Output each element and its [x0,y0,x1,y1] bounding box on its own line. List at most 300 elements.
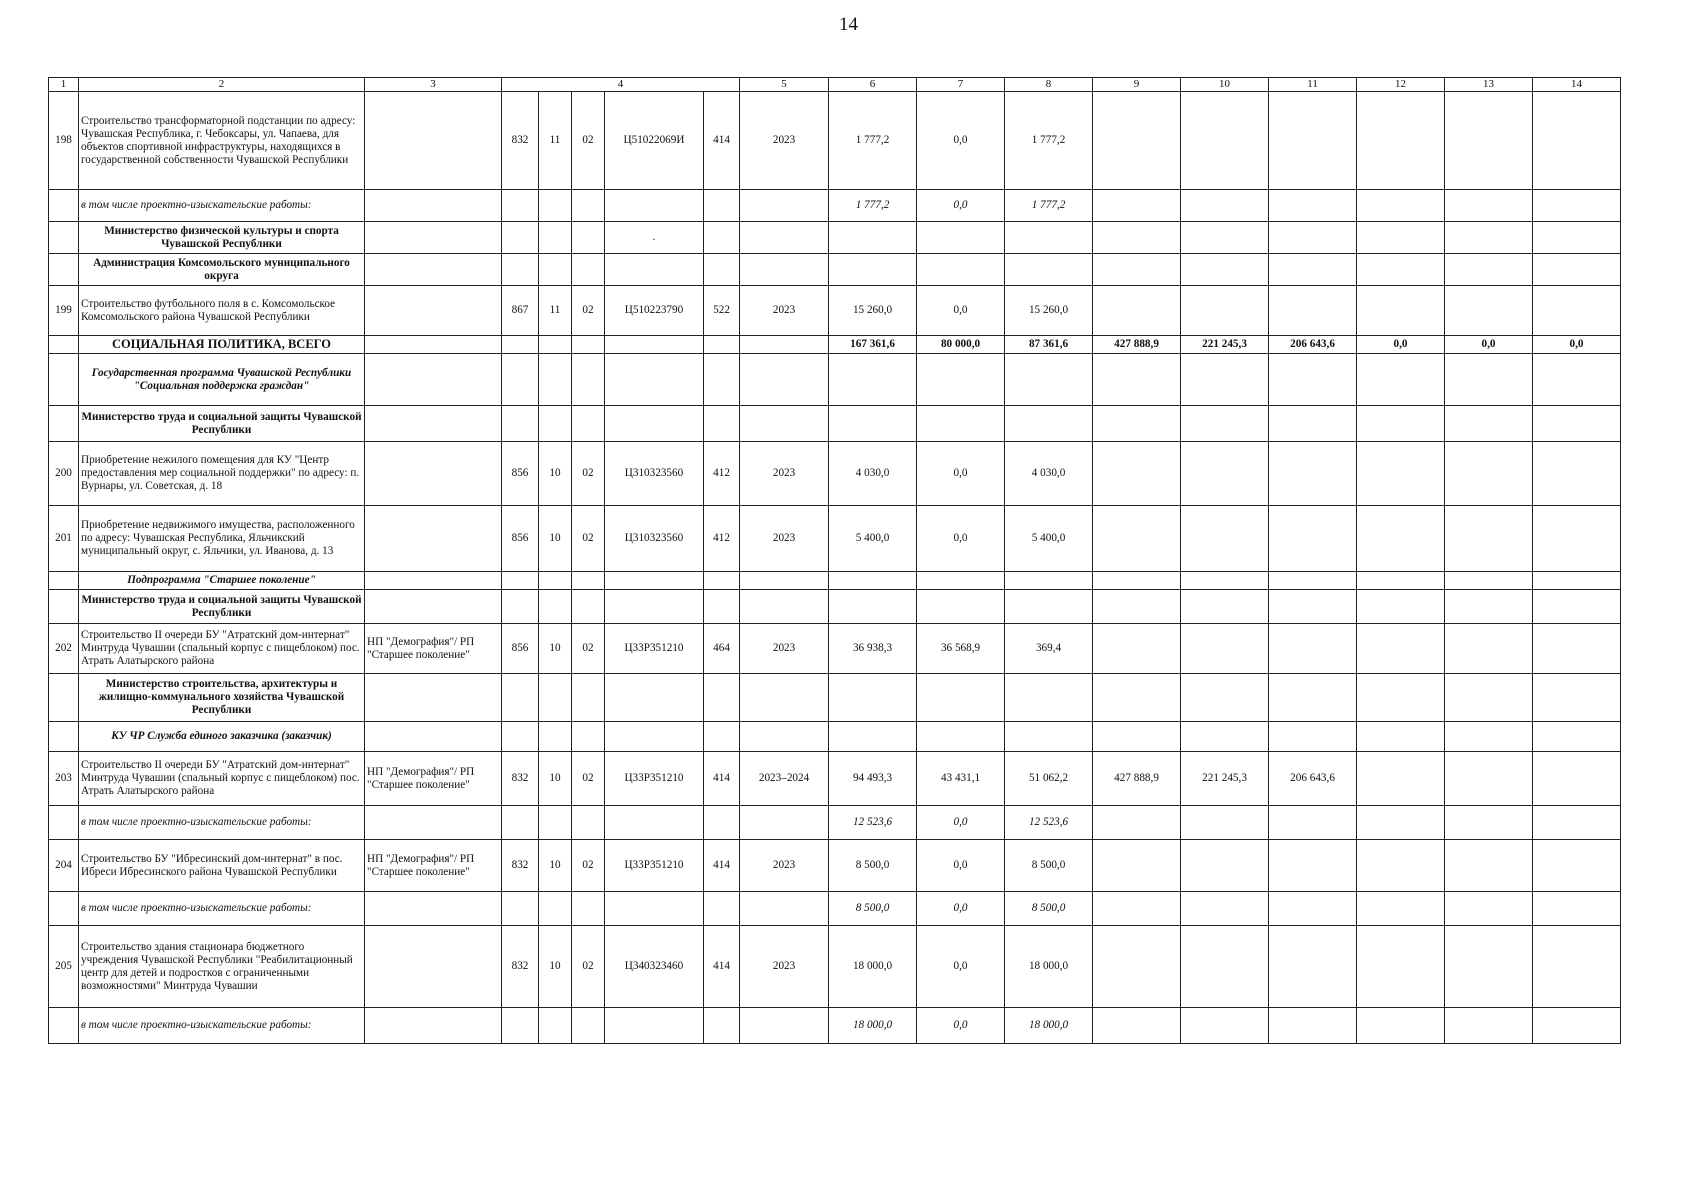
amount-cell [1093,572,1181,590]
amount-cell [829,722,917,752]
amount-cell: 15 260,0 [829,286,917,336]
amount-cell [829,354,917,406]
row-number [49,674,79,722]
amount-cell: 0,0 [917,190,1005,222]
amount-cell [1269,926,1357,1008]
amount-cell: 0,0 [917,840,1005,892]
amount-cell [829,254,917,286]
expense-type-code: 414 [704,926,740,1008]
target-article-code: Ц310323560 [605,442,704,506]
program-project [365,590,502,624]
amount-cell [1357,840,1445,892]
row-number [49,892,79,926]
section-code [539,190,572,222]
target-article-code [605,590,704,624]
amount-cell [1533,806,1621,840]
row-number [49,406,79,442]
program-row [49,722,1621,752]
grbs-code [502,572,539,590]
amount-cell [1445,624,1533,674]
amount-cell [1357,92,1445,190]
program-project [365,336,502,354]
amount-cell: 5 400,0 [829,506,917,572]
header-cell: 2 [79,78,365,92]
section-code [539,222,572,254]
grbs-code [502,190,539,222]
amount-cell [1093,506,1181,572]
implementation-years [740,1008,829,1044]
amount-cell [1093,190,1181,222]
amount-cell [1445,354,1533,406]
amount-cell: 4 030,0 [829,442,917,506]
row-number [49,722,79,752]
amount-cell [1445,840,1533,892]
row-title: в том числе проектно-изыскательские работы: [79,892,365,926]
amount-cell [1093,840,1181,892]
section-code: 10 [539,752,572,806]
target-article-code: Ц33Р351210 [605,624,704,674]
object-name: Приобретение нежилого помещения для КУ "Центр предоставления мер социальной поддержки" по адресу: п. Вурнары, ул. Советская, д. 18 [79,442,365,506]
implementation-years [740,190,829,222]
program-project [365,674,502,722]
grbs-code [502,354,539,406]
amount-cell: 8 500,0 [829,892,917,926]
amount-cell [1093,354,1181,406]
program-row [49,354,1621,406]
table-row [49,506,1621,572]
implementation-years [740,572,829,590]
amount-cell [1093,590,1181,624]
amount-cell [1445,406,1533,442]
expense-type-code: 522 [704,286,740,336]
amount-cell [1269,506,1357,572]
amount-cell [1269,722,1357,752]
amount-cell [1269,572,1357,590]
amount-cell: 369,4 [1005,624,1093,674]
total-row [49,336,1621,354]
target-article-code [605,1008,704,1044]
amount-cell [1181,926,1269,1008]
amount-cell [1357,190,1445,222]
amount-cell [1181,506,1269,572]
section-code [539,590,572,624]
amount-cell [1269,674,1357,722]
amount-cell [1005,354,1093,406]
expense-type-code: 412 [704,442,740,506]
amount-cell [1181,572,1269,590]
program-row [49,572,1621,590]
header-cell: 13 [1445,78,1533,92]
expense-type-code: 412 [704,506,740,572]
amount-cell [1005,722,1093,752]
expense-type-code [704,722,740,752]
amount-cell [917,590,1005,624]
subsection-code: 02 [572,286,605,336]
amount-cell: 18 000,0 [829,1008,917,1044]
object-name: Строительство II очереди БУ "Атратский дом-интернат" Минтруда Чувашии (спальный корпус с пищеблоком) пос. Атрать Алатырского района [79,752,365,806]
expense-type-code: 414 [704,92,740,190]
amount-cell: 1 777,2 [829,92,917,190]
amount-cell: 15 260,0 [1005,286,1093,336]
amount-cell [829,674,917,722]
section-code: 10 [539,624,572,674]
program-project [365,190,502,222]
org-row [49,222,1621,254]
row-title: СОЦИАЛЬНАЯ ПОЛИТИКА, ВСЕГО [79,336,365,354]
subsection-code [572,354,605,406]
section-code [539,336,572,354]
header-cell: 14 [1533,78,1621,92]
row-title: Подпрограмма "Старшее поколение" [79,572,365,590]
expense-type-code [704,254,740,286]
amount-cell [1533,674,1621,722]
amount-cell [1533,892,1621,926]
amount-cell [1181,442,1269,506]
amount-cell [1269,354,1357,406]
target-article-code [605,354,704,406]
target-article-code [605,892,704,926]
amount-cell [1533,624,1621,674]
target-article-code: Ц310323560 [605,506,704,572]
amount-cell [829,590,917,624]
row-number: 201 [49,506,79,572]
section-code: 11 [539,92,572,190]
amount-cell: 36 568,9 [917,624,1005,674]
target-article-code [605,190,704,222]
amount-cell [1445,806,1533,840]
object-name: Приобретение недвижимого имущества, расположенного по адресу: Чувашская Республика, Яльчикский муниципальный округ, с. Яльчики, ул. Иванова, д. 13 [79,506,365,572]
row-title: Министерство физической культуры и спорта Чувашской Республики [79,222,365,254]
grbs-code [502,892,539,926]
amount-cell [829,406,917,442]
amount-cell [1269,590,1357,624]
target-article-code: . [605,222,704,254]
subsection-code [572,892,605,926]
row-number: 205 [49,926,79,1008]
amount-cell [1533,926,1621,1008]
implementation-years [740,406,829,442]
row-number [49,1008,79,1044]
row-number [49,806,79,840]
amount-cell [1533,92,1621,190]
amount-cell [1269,92,1357,190]
implementation-years: 2023 [740,624,829,674]
program-project [365,92,502,190]
amount-cell [917,722,1005,752]
row-number: 203 [49,752,79,806]
amount-cell [1533,442,1621,506]
amount-cell: 94 493,3 [829,752,917,806]
amount-cell: 427 888,9 [1093,336,1181,354]
expense-type-code [704,190,740,222]
amount-cell [1093,222,1181,254]
row-number [49,190,79,222]
object-name: Строительство БУ "Ибресинский дом-интернат" в пос. Ибреси Ибресинского района Чувашской Республики [79,840,365,892]
amount-cell [1445,254,1533,286]
amount-cell [1445,572,1533,590]
org-row [49,674,1621,722]
section-code [539,254,572,286]
row-title: в том числе проектно-изыскательские работы: [79,806,365,840]
amount-cell: 4 030,0 [1005,442,1093,506]
amount-cell [1445,442,1533,506]
program-project: НП "Демография"/ РП "Старшее поколение" [365,840,502,892]
amount-cell: 8 500,0 [829,840,917,892]
program-project: НП "Демография"/ РП "Старшее поколение" [365,624,502,674]
subsection-code: 02 [572,926,605,1008]
table-row [49,840,1621,892]
amount-cell [917,222,1005,254]
section-code [539,674,572,722]
amount-cell [1533,254,1621,286]
amount-cell: 1 777,2 [1005,190,1093,222]
amount-cell [1181,406,1269,442]
section-code [539,406,572,442]
amount-cell [1445,286,1533,336]
amount-cell [1093,254,1181,286]
header-cell: 10 [1181,78,1269,92]
amount-cell [1445,222,1533,254]
amount-cell [1269,406,1357,442]
implementation-years: 2023 [740,926,829,1008]
amount-cell [1181,254,1269,286]
section-code [539,806,572,840]
table-row [49,286,1621,336]
subsection-code: 02 [572,840,605,892]
org-row [49,590,1621,624]
program-project [365,506,502,572]
implementation-years [740,354,829,406]
amount-cell [1181,222,1269,254]
amount-cell: 1 777,2 [1005,92,1093,190]
amount-cell [1357,572,1445,590]
expense-type-code: 464 [704,624,740,674]
amount-cell [1357,506,1445,572]
amount-cell [1357,354,1445,406]
expense-type-code [704,406,740,442]
header-cell: 6 [829,78,917,92]
table-row [49,442,1621,506]
subsection-code [572,254,605,286]
object-name: Строительство трансформаторной подстанции по адресу: Чувашская Республика, г. Чебоксары, ул. Чапаева, для объектов спортивной инфраструктуры, находящихся в государственной собственности Чувашской Республики [79,92,365,190]
amount-cell [917,406,1005,442]
amount-cell [1533,354,1621,406]
amount-cell [1181,892,1269,926]
expense-type-code: 414 [704,840,740,892]
amount-cell [1269,254,1357,286]
amount-cell [917,354,1005,406]
target-article-code [605,722,704,752]
amount-cell [1181,722,1269,752]
section-code [539,722,572,752]
row-number: 200 [49,442,79,506]
amount-cell [1357,442,1445,506]
subsection-code [572,674,605,722]
amount-cell [1181,624,1269,674]
amount-cell: 43 431,1 [917,752,1005,806]
amount-cell [1005,590,1093,624]
amount-cell [1269,806,1357,840]
amount-cell: 0,0 [917,442,1005,506]
subtotal-row [49,806,1621,840]
implementation-years [740,336,829,354]
amount-cell: 0,0 [917,506,1005,572]
amount-cell [1445,92,1533,190]
amount-cell [829,222,917,254]
row-title: Министерство труда и социальной защиты Чувашской Республики [79,406,365,442]
amount-cell: 206 643,6 [1269,752,1357,806]
amount-cell [1181,92,1269,190]
amount-cell: 51 062,2 [1005,752,1093,806]
amount-cell [1269,624,1357,674]
grbs-code: 867 [502,286,539,336]
header-cell: 9 [1093,78,1181,92]
amount-cell: 18 000,0 [1005,926,1093,1008]
row-title: в том числе проектно-изыскательские работы: [79,190,365,222]
subtotal-row [49,892,1621,926]
object-name: Строительство здания стационара бюджетного учреждения Чувашской Республики "Реабилитационный центр для детей и подростков с ограниченными возможностями" Минтруда Чувашии [79,926,365,1008]
amount-cell: 221 245,3 [1181,336,1269,354]
target-article-code [605,406,704,442]
grbs-code: 832 [502,752,539,806]
amount-cell [1269,286,1357,336]
amount-cell [1093,722,1181,752]
expense-type-code [704,674,740,722]
amount-cell [1093,406,1181,442]
expense-type-code [704,222,740,254]
implementation-years: 2023 [740,286,829,336]
subsection-code [572,806,605,840]
amount-cell [1445,722,1533,752]
row-number: 202 [49,624,79,674]
amount-cell: 167 361,6 [829,336,917,354]
amount-cell [1357,286,1445,336]
subsection-code: 02 [572,752,605,806]
program-project [365,406,502,442]
implementation-years: 2023 [740,92,829,190]
amount-cell [1445,1008,1533,1044]
amount-cell [1445,674,1533,722]
program-project [365,254,502,286]
section-code: 10 [539,506,572,572]
grbs-code: 832 [502,926,539,1008]
amount-cell: 0,0 [1533,336,1621,354]
expense-type-code [704,892,740,926]
amount-cell [1533,722,1621,752]
row-title: Министерство труда и социальной защиты Чувашской Республики [79,590,365,624]
expense-type-code [704,572,740,590]
target-article-code: Ц510223790 [605,286,704,336]
subsection-code [572,406,605,442]
program-project [365,892,502,926]
amount-cell [1181,806,1269,840]
amount-cell [1005,222,1093,254]
target-article-code [605,806,704,840]
section-code: 10 [539,442,572,506]
grbs-code: 856 [502,506,539,572]
amount-cell [1445,506,1533,572]
implementation-years [740,722,829,752]
subsection-code [572,572,605,590]
program-project [365,442,502,506]
section-code: 11 [539,286,572,336]
table-row [49,926,1621,1008]
row-title: Государственная программа Чувашской Республики "Социальная поддержка граждан" [79,354,365,406]
amount-cell: 87 361,6 [1005,336,1093,354]
amount-cell [1181,840,1269,892]
amount-cell [1445,752,1533,806]
amount-cell [1093,806,1181,840]
amount-cell: 18 000,0 [829,926,917,1008]
amount-cell: 8 500,0 [1005,840,1093,892]
subtotal-row [49,190,1621,222]
amount-cell: 0,0 [917,286,1005,336]
object-name: Строительство II очереди БУ "Атратский дом-интернат" Минтруда Чувашии (спальный корпус с пищеблоком) пос. Атрать Алатырского района [79,624,365,674]
row-number: 199 [49,286,79,336]
section-code: 10 [539,840,572,892]
subsection-code [572,590,605,624]
section-code [539,1008,572,1044]
amount-cell [1533,572,1621,590]
target-article-code [605,674,704,722]
amount-cell [1269,190,1357,222]
implementation-years: 2023 [740,840,829,892]
amount-cell [829,572,917,590]
amount-cell [1445,926,1533,1008]
amount-cell [1533,590,1621,624]
target-article-code: Ц51022069И [605,92,704,190]
amount-cell [1357,1008,1445,1044]
header-cell: 4 [502,78,740,92]
grbs-code [502,254,539,286]
program-project [365,722,502,752]
row-title: КУ ЧР Служба единого заказчика (заказчик) [79,722,365,752]
org-row [49,406,1621,442]
amount-cell: 0,0 [917,892,1005,926]
expense-type-code [704,354,740,406]
subsection-code: 02 [572,442,605,506]
row-number [49,222,79,254]
grbs-code: 832 [502,840,539,892]
header-cell: 1 [49,78,79,92]
amount-cell [1181,590,1269,624]
amount-cell [1005,674,1093,722]
table-row [49,624,1621,674]
grbs-code [502,590,539,624]
target-article-code [605,572,704,590]
amount-cell [917,254,1005,286]
subsection-code [572,336,605,354]
implementation-years [740,674,829,722]
amount-cell: 427 888,9 [1093,752,1181,806]
implementation-years: 2023–2024 [740,752,829,806]
amount-cell: 12 523,6 [829,806,917,840]
amount-cell: 1 777,2 [829,190,917,222]
amount-cell [1357,406,1445,442]
amount-cell [1269,840,1357,892]
target-article-code: Ц33Р351210 [605,840,704,892]
amount-cell: 18 000,0 [1005,1008,1093,1044]
amount-cell [1357,590,1445,624]
amount-cell [1533,506,1621,572]
target-article-code: Ц340323460 [605,926,704,1008]
expense-type-code: 414 [704,752,740,806]
amount-cell: 8 500,0 [1005,892,1093,926]
amount-cell [1181,1008,1269,1044]
amount-cell: 0,0 [917,806,1005,840]
target-article-code [605,254,704,286]
amount-cell: 36 938,3 [829,624,917,674]
